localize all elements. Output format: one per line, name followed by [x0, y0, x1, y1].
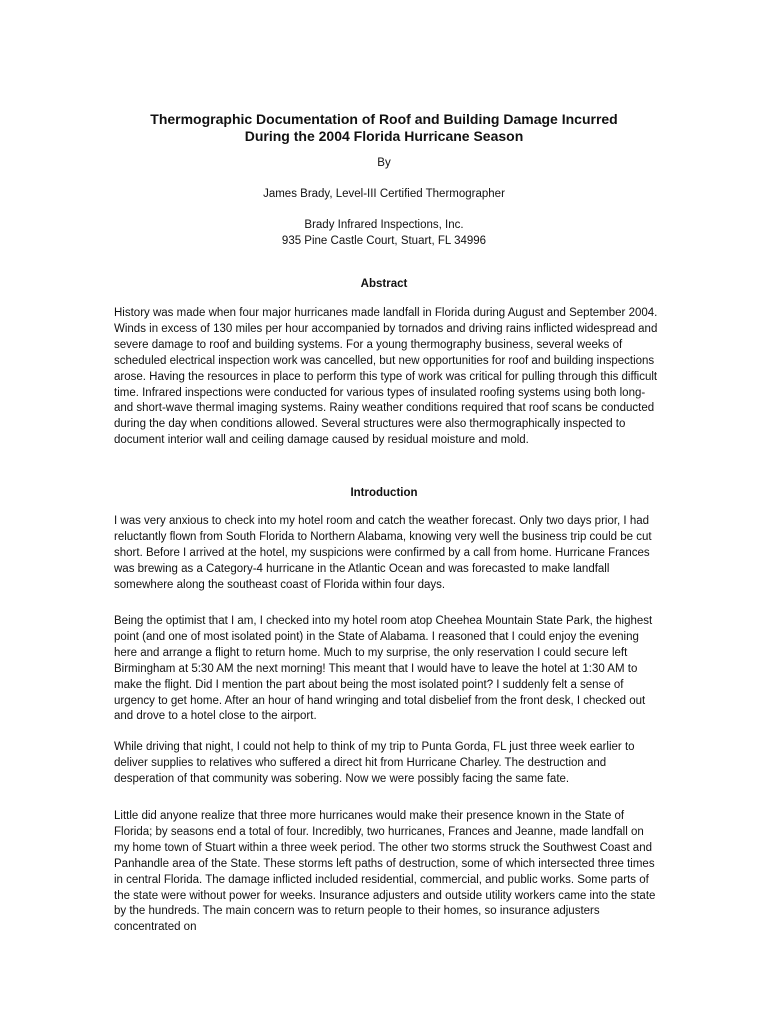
introduction-paragraph-1: I was very anxious to check into my hotel room and catch the weather forecast. Only two days prior, I had reluctantly flown from South Florida to Northern Alabama, knowing very well the business trip could be cut short. Before I arrived at the hotel, my suspicions were confirmed by a call from home. Hurricane Frances was brewing as a Category-4 hurricane in the Atlantic Ocean and was forecasted to make landfall somewhere along the southeast coast of Florida within four days.	[114, 515, 652, 591]
organization-name: Brady Infrared Inspections, Inc.	[304, 219, 464, 231]
organization-address: 935 Pine Castle Court, Stuart, FL 34996	[281, 235, 487, 247]
introduction-paragraph-4: Little did anyone realize that three more hurricanes would make their presence known in the State of Florida; by seasons end a total of four. Incredibly, two hurricanes, Frances and Jeanne, made landfall on my home town of Stuart within a three week period. The other two storms struck the Southwest Coast and Panhandle area of the State. These storms left paths of destruction, some of which intersected three times in central Florida. The damage inflicted included residential, commercial, and public works. Some parts of the state were without power for weeks. Insurance adjusters and outside utility workers came into the state by the hundreds. The main concern was to return people to their homes, so insurance adjusters concentrated on	[114, 810, 656, 934]
document-title-line2: During the 2004 Florida Hurricane Season	[244, 128, 524, 144]
by-line: By	[377, 157, 391, 169]
introduction-paragraph-2: Being the optimist that I am, I checked into my hotel room atop Cheehea Mountain State Park, the highest point (and one of most isolated point) in the State of Alabama. I reasoned that I could enjoy the evening here and arrange a flight to return home. Much to my surprise, the only reservation I could secure left Birmingham at 5:30 AM the next morning! This meant that I would have to leave the hotel at 1:30 AM to make the flight. Did I mention the part about being the most isolated point? I suddenly felt a sense of urgency to get home. After an hour of hand wringing and total disbelief from the front desk, I checked out and drove to a hotel close to the airport.	[114, 615, 653, 723]
introduction-heading: Introduction	[350, 487, 418, 499]
author-name: James Brady, Level-III Certified Thermographer	[263, 188, 505, 200]
abstract-paragraph: History was made when four major hurricanes made landfall in Florida during August and September 2004. Winds in excess of 130 miles per hour accompanied by tornados and driving rains inflicted widespread and severe damage to roof and building systems. For a young thermography business, several weeks of scheduled electrical inspection work was cancelled, but new opportunities for roof and building inspections arose. Having the resources in place to perform this type of work was critical for pulling through this difficult time. Infrared inspections were conducted for various types of insulated roofing systems using both long- and short-wave thermal imaging systems. Rainy weather conditions required that roof scans be conducted during the day when conditions allowed. Several structures were also thermographically inspected to document interior wall and ceiling damage caused by residual moisture and mold.	[114, 307, 658, 447]
document-title-line1: Thermographic Documentation of Roof and Building Damage Incurred	[150, 111, 618, 127]
introduction-paragraph-3: While driving that night, I could not help to think of my trip to Punta Gorda, FL just three week earlier to deliver supplies to relatives who suffered a direct hit from Hurricane Charley. The destruction and desperation of that community was sobering. Now we were possibly facing the same fate.	[114, 741, 635, 785]
abstract-heading: Abstract	[360, 278, 408, 290]
